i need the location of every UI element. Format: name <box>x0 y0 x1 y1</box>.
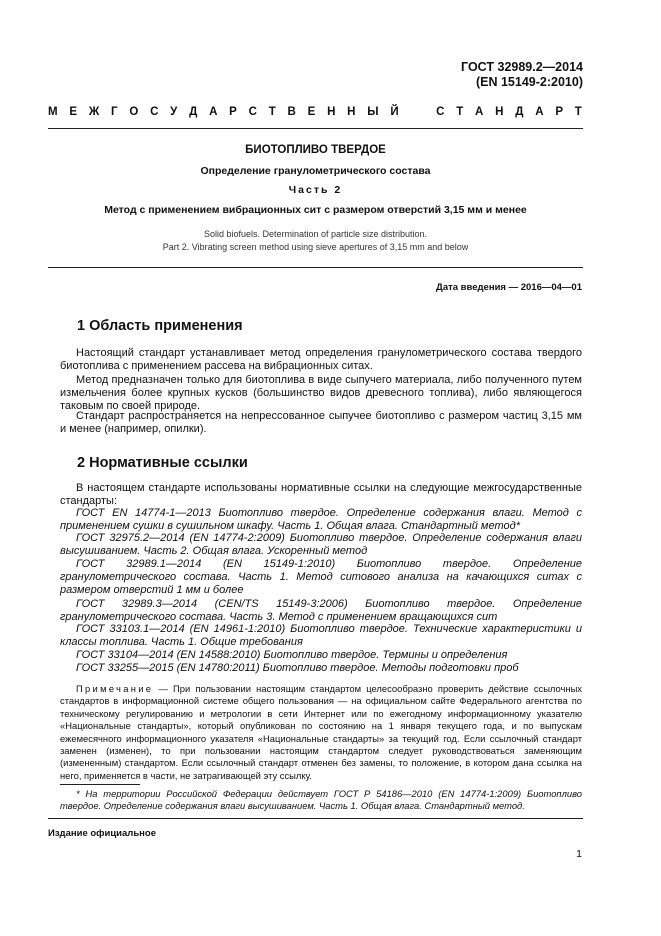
banner-letter: Е <box>69 106 78 118</box>
doc-subtitle: Определение гранулометрического состава <box>200 165 431 177</box>
banner-letter: А <box>535 106 544 118</box>
note-label: Примечание <box>76 683 154 694</box>
banner-letter: Н <box>327 106 336 118</box>
page-number: 1 <box>576 848 582 860</box>
banner-word-1 <box>48 106 61 107</box>
banner-letter: Т <box>574 106 582 118</box>
banner-letter: Е <box>307 106 316 118</box>
footnote: * На территории Российской Федерации действует ГОСТ Р 54186—2010 (EN 14774-1:2009) Биотопливо твердое. Определение содержания влаги высушиванием. Часть 1. Общая влага. Стандартный метод. <box>60 788 582 812</box>
section-1-heading: 1 Область применения <box>77 318 243 334</box>
english-title-line-2: Part 2. Vibrating screen method using sieve apertures of 3,15 mm and below <box>162 242 469 252</box>
standard-code: ГОСТ 32989.2—2014 <box>461 60 583 74</box>
banner-letter: Н <box>495 106 504 118</box>
banner-word-2 <box>400 106 405 107</box>
banner-letter: У <box>170 106 178 118</box>
banner-letter: Р <box>555 106 563 118</box>
reference-item: ГОСТ EN 14774-1—2013 Биотопливо твердое. Определение содержания влаги. Метод с применением сушки в сушильном шкафу. Часть 1. Общая влага. Стандартный метод* <box>60 507 582 533</box>
english-title-line-1: Solid biofuels. Determination of particle size distribution. <box>203 229 428 239</box>
banner-letter: Н <box>347 106 356 118</box>
banner-letter: О <box>129 106 139 118</box>
banner-letter: С <box>248 106 257 118</box>
footnote-divider <box>60 784 140 785</box>
note-paragraph <box>60 683 582 782</box>
banner-letter: А <box>475 106 484 118</box>
footer-divider <box>48 818 583 819</box>
section-2-intro: В настоящем стандарте использованы нормативные ссылки на следующие межгосударственные стандарты: <box>60 482 582 508</box>
banner-letter: Т <box>268 106 276 118</box>
introduction-date: Дата введения — 2016—04—01 <box>436 282 582 293</box>
banner-letter: В <box>287 106 296 118</box>
doc-part: Часть 2 <box>288 184 343 196</box>
reference-item: ГОСТ 33255—2015 (EN 14780:2011) Биотопливо твердое. Методы подготовки проб <box>76 662 519 674</box>
banner-letter: Г <box>111 106 118 118</box>
note-text: — При пользовании настоящим стандартом целесообразно проверить действие ссылочных стандартов в информационной системе общего пользования — на официальном сайте Федерального агентства по техническому регулированию и метрологии в сети Интернет или по ежегодному информационному указателю «Национальные стандарты», который опубликован по состоянию на 1 января текущего года, и по выпускам ежемесячного информационного указателя «Национальные стандарты» за текущий год. Если ссылочный стандарт заменен (изменен), то при пользовании настоящим стандартом следует руководствоваться заменяющим (измененным) стандартом. Если ссылочный стандарт отменен без замены, то положение, в котором дана ссылка на него, применяется в части, не затрагивающей эту ссылку. <box>60 683 582 781</box>
banner-letter: Ж <box>88 106 100 118</box>
banner-letter: М <box>48 106 58 118</box>
reference-item: ГОСТ 32989.1—2014 (EN 15149-1:2010) Биотопливо твердое. Определение гранулометрического состава. Часть 1. Метод ситового анализа на качающихся ситах с размером отверстий 1 мм и более <box>60 558 582 597</box>
title-divider <box>48 267 583 268</box>
reference-item: ГОСТ 32989.3—2014 (CEN/TS 15149-3:2006) Биотопливо твердое. Определение гранулометрического состава. Часть 3. Метод с применением вращающихся сит <box>60 598 582 624</box>
banner-letter: Ы <box>367 106 379 118</box>
section-1-paragraph-3: Стандарт распространяется на непрессованное сыпучее биотопливо с размером частиц 3,15 мм и менее (например, опилки). <box>60 410 582 436</box>
banner-letter: Д <box>515 106 524 118</box>
section-1-paragraph-2: Метод предназначен только для биотоплива в виде сыпучего материала, либо полученного путем измельчения более крупных кусков (большинство видов древесного топлива), либо являющегося таковым по своей природе. <box>60 374 582 413</box>
section-2-heading: 2 Нормативные ссылки <box>77 455 248 471</box>
banner-letter: С <box>150 106 159 118</box>
doc-title: БИОТОПЛИВО ТВЕРДОЕ <box>245 144 386 156</box>
banner-letter: Д <box>189 106 198 118</box>
banner-letter: А <box>209 106 218 118</box>
banner-gap <box>410 106 424 118</box>
reference-item: ГОСТ 32975.2—2014 (EN 14774-2:2009) Биотопливо твердое. Определение содержания влаги высушиванием. Часть 2. Общая влага. Ускоренный метод <box>60 532 582 558</box>
top-divider <box>48 128 583 129</box>
standard-code-en: (EN 15149-2:2010) <box>475 75 583 89</box>
doc-method: Метод с применением вибрационных сит с размером отверстий 3,15 мм и менее <box>104 204 527 216</box>
standard-code-block <box>461 60 583 90</box>
section-1-paragraph-1: Настоящий стандарт устанавливает метод определения гранулометрического состава твердого биотоплива с применением рассева на вибрационных ситах. <box>60 347 582 373</box>
banner-letter: Р <box>229 106 237 118</box>
banner-letter: Т <box>456 106 464 118</box>
banner-letter: С <box>436 106 445 118</box>
reference-item: ГОСТ 33104—2014 (EN 14588:2010) Биотопливо твердое. Термины и определения <box>76 649 508 661</box>
official-edition-label: Издание официальное <box>48 828 156 839</box>
banner-letter: Й <box>390 106 399 118</box>
reference-item: ГОСТ 33103.1—2014 (EN 14961-1:2010) Биотопливо твердое. Технические характеристики и классы топлива. Часть 1. Общие требования <box>60 623 582 649</box>
interstate-standard-banner <box>48 106 582 118</box>
